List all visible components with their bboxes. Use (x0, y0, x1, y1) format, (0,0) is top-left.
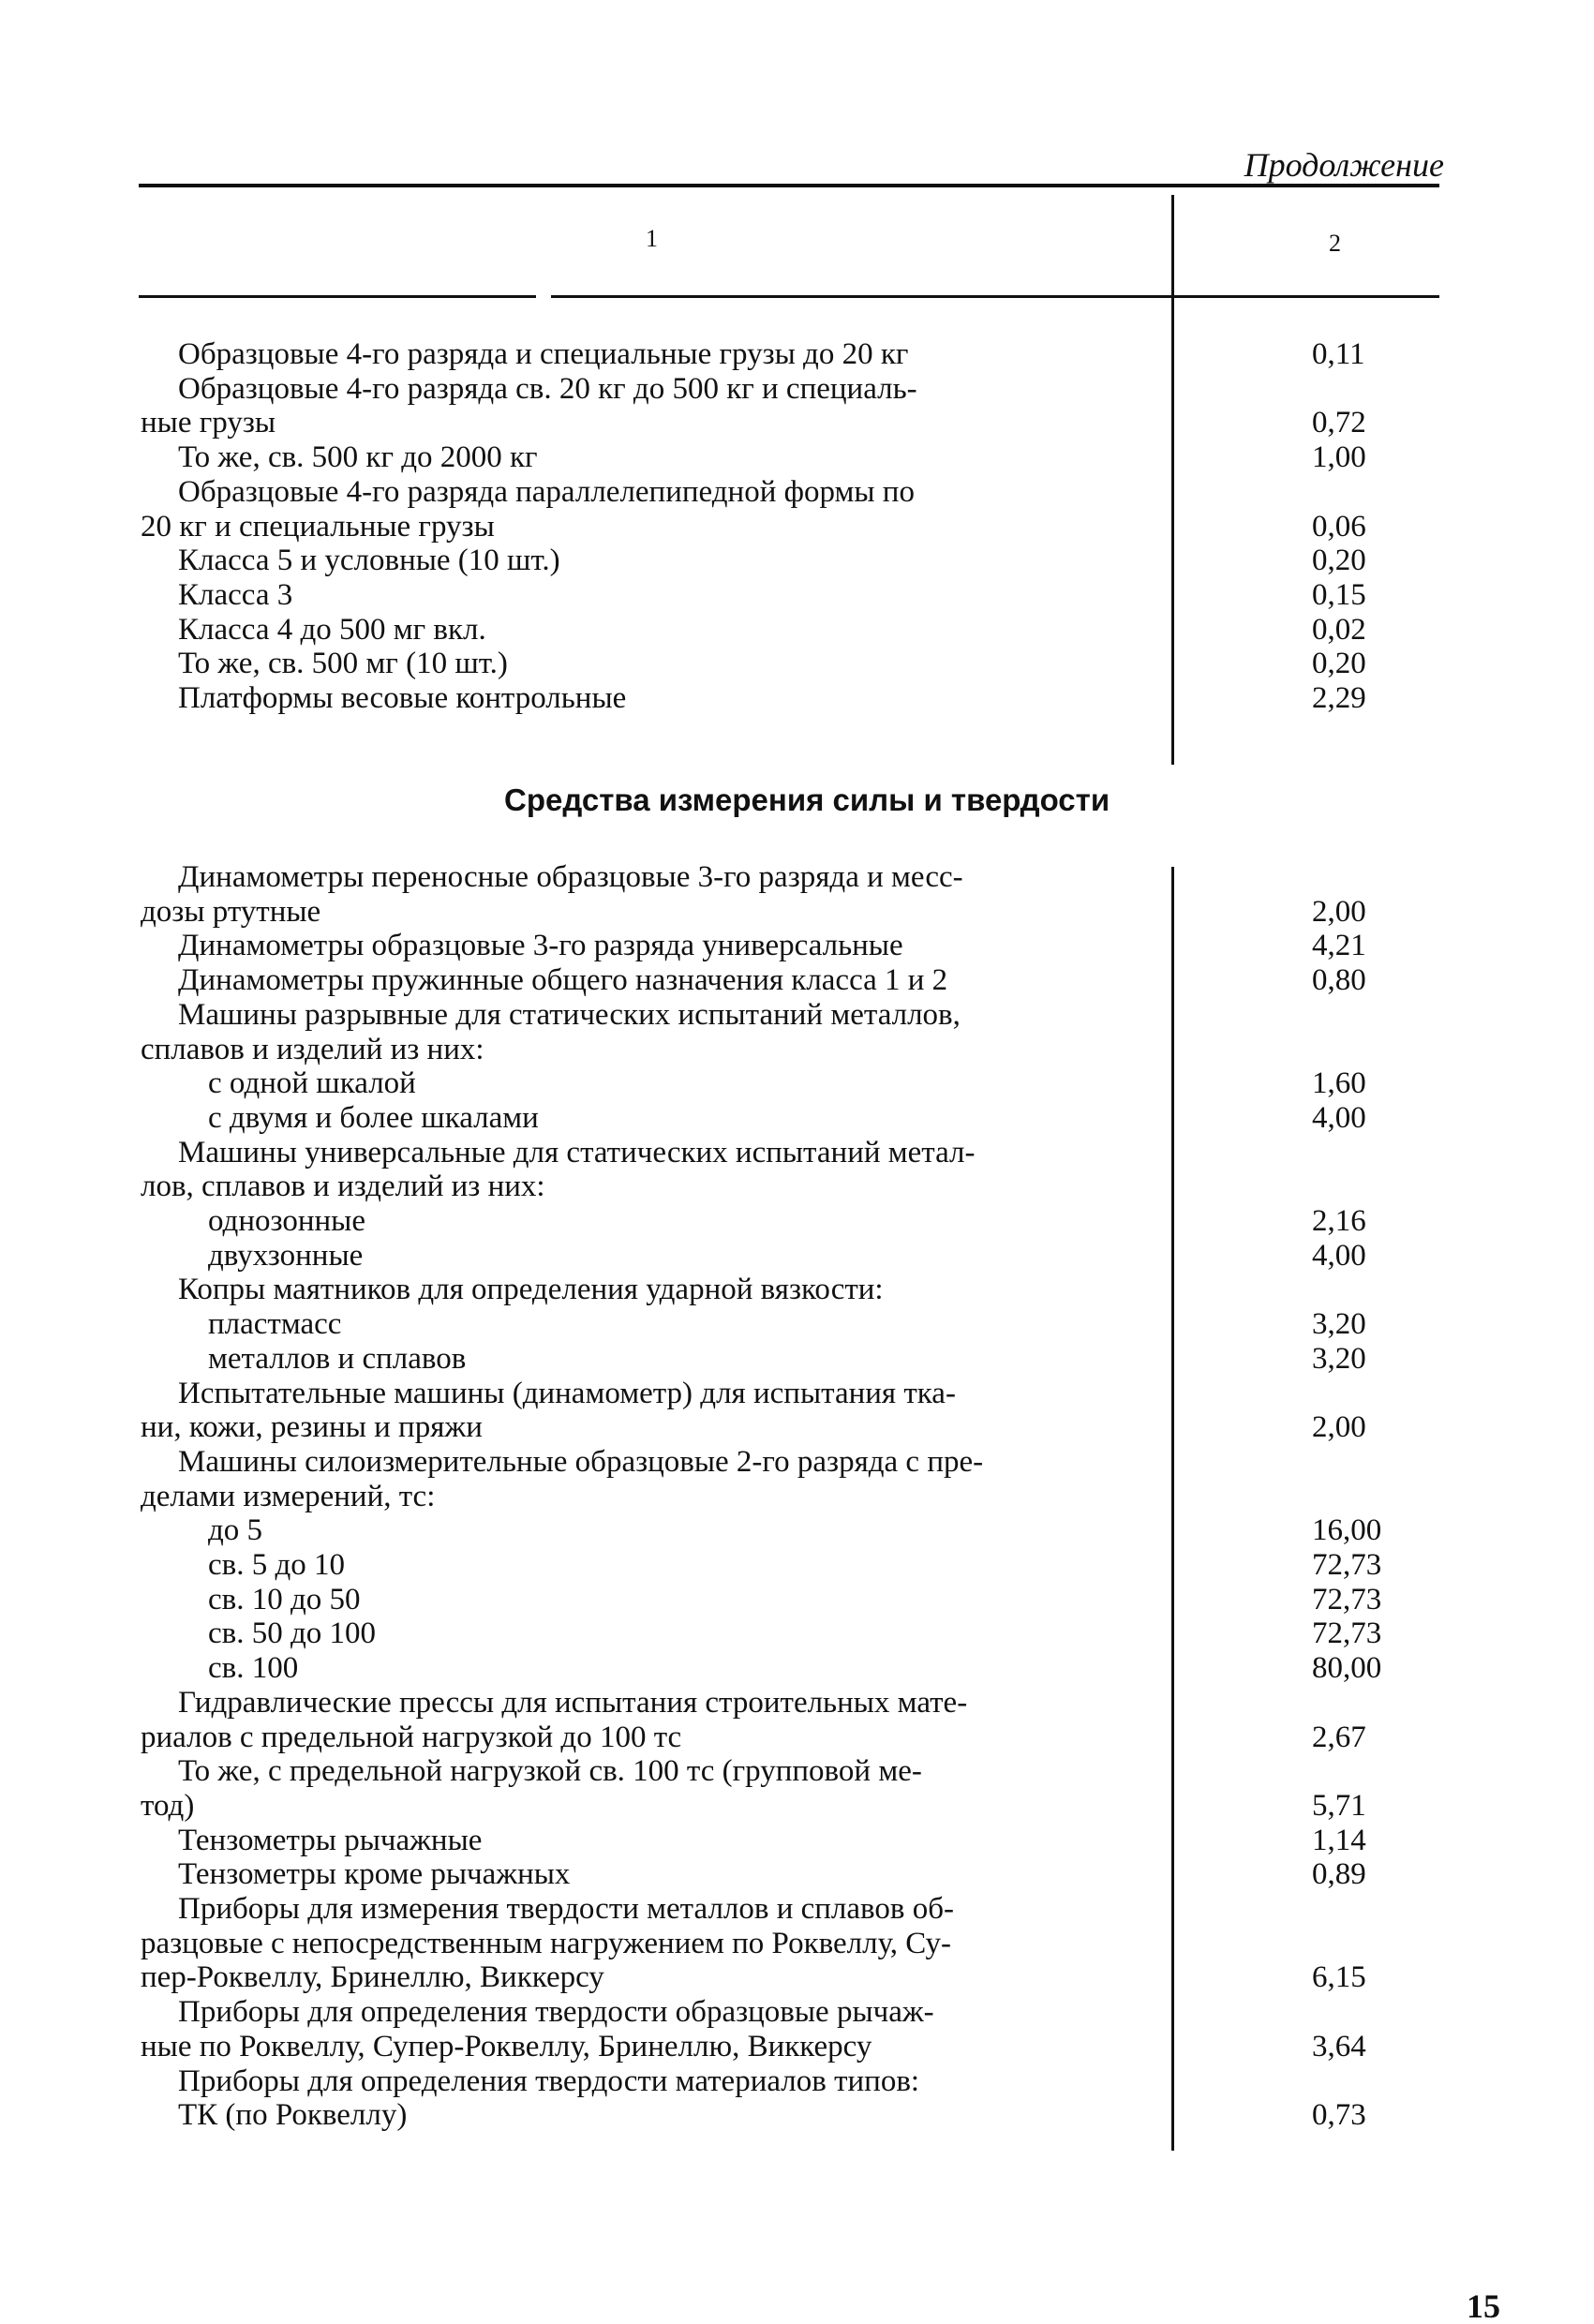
table-row (0, 998, 1594, 1032)
row-description: Динамометры пружинные общего назначения класса 1 и 2 (178, 963, 948, 997)
row-description: дозы ртутные (141, 895, 321, 929)
header-rule-left (139, 295, 536, 298)
row-value: 3,64 (1312, 2030, 1366, 2063)
row-description: делами измерений, тс: (141, 1480, 436, 1513)
table-row (0, 578, 1594, 612)
row-description: Приборы для измерения твердости металлов и сплавов об- (178, 1892, 955, 1926)
table-row (0, 647, 1594, 680)
table-row (0, 1513, 1594, 1547)
row-description: ТК (по Роквеллу) (178, 2098, 408, 2132)
row-value: 0,02 (1312, 613, 1366, 647)
row-description: металлов и сплавов (208, 1342, 467, 1376)
row-value: 0,11 (1312, 337, 1365, 371)
table-row (0, 1480, 1594, 1513)
table-row (0, 1927, 1594, 1960)
row-description: с одной шкалой (208, 1066, 416, 1100)
table-row (0, 1033, 1594, 1066)
row-description: Класса 5 и условные (10 шт.) (178, 544, 560, 577)
row-value: 2,29 (1312, 681, 1366, 715)
table-row (0, 1445, 1594, 1479)
row-description: 20 кг и специальные грузы (141, 510, 495, 544)
row-description: Динамометры образцовые 3-го разряда универсальные (178, 929, 903, 962)
row-description: двухзонные (208, 1239, 364, 1273)
row-description: Гидравлические прессы для испытания строительных мате- (178, 1686, 968, 1720)
table-row (0, 1239, 1594, 1273)
row-value: 16,00 (1312, 1513, 1382, 1547)
row-value: 0,72 (1312, 406, 1366, 439)
table-row (0, 1721, 1594, 1754)
row-value: 80,00 (1312, 1651, 1382, 1685)
row-description: разцовые с непосредственным нагружением по Роквеллу, Су- (141, 1927, 951, 1960)
table-row (0, 929, 1594, 962)
row-value: 4,21 (1312, 929, 1366, 962)
row-description: ни, кожи, резины и пряжи (141, 1410, 483, 1444)
table-row (0, 1995, 1594, 2029)
row-description: Платформы весовые контрольные (178, 681, 627, 715)
row-value: 3,20 (1312, 1342, 1366, 1376)
table-row (0, 1789, 1594, 1823)
table-row (0, 2030, 1594, 2063)
row-value: 2,00 (1312, 1410, 1366, 1444)
table-row (0, 510, 1594, 544)
table-row (0, 1342, 1594, 1376)
table-row (0, 1204, 1594, 1238)
row-value: 1,00 (1312, 440, 1366, 474)
table-row (0, 963, 1594, 997)
row-description: Класса 3 (178, 578, 293, 612)
row-description: с двумя и более шкалами (208, 1101, 539, 1135)
row-value: 0,80 (1312, 963, 1366, 997)
row-description: св. 10 до 50 (208, 1583, 361, 1616)
row-description: Образцовые 4-го разряда св. 20 кг до 500 кг и специаль- (178, 372, 917, 406)
page-number: 15 (1467, 2287, 1500, 2324)
table-row (0, 544, 1594, 577)
table-row (0, 372, 1594, 406)
row-description: Динамометры переносные образцовые 3-го разряда и месс- (178, 860, 963, 894)
row-value: 1,14 (1312, 1824, 1366, 1857)
table-row (0, 1169, 1594, 1203)
row-description: лов, сплавов и изделий из них: (141, 1169, 545, 1203)
table-row (0, 681, 1594, 715)
row-description: до 5 (208, 1513, 263, 1547)
table-row (0, 2064, 1594, 2098)
row-description: сплавов и изделий из них: (141, 1033, 484, 1066)
table-row (0, 1136, 1594, 1169)
continued-label: Продолжение (1244, 146, 1444, 184)
header-rule-right (551, 295, 1439, 298)
table-row (0, 1651, 1594, 1685)
row-description: пластмасс (208, 1307, 342, 1341)
table-row (0, 475, 1594, 509)
table-row (0, 613, 1594, 647)
row-description: Приборы для определения твердости образцовые рычаж- (178, 1995, 934, 2029)
row-description: риалов с предельной нагрузкой до 100 тс (141, 1721, 682, 1754)
row-description: ные по Роквеллу, Супер-Роквеллу, Бринеллю, Виккерсу (141, 2030, 872, 2063)
row-value: 0,73 (1312, 2098, 1366, 2132)
table-row (0, 1066, 1594, 1100)
table-row (0, 1892, 1594, 1926)
table-row (0, 1824, 1594, 1857)
table-row (0, 860, 1594, 894)
table-row (0, 1616, 1594, 1650)
row-description: Копры маятников для определения ударной вязкости: (178, 1273, 884, 1306)
row-description: Машины универсальные для статических испытаний метал- (178, 1136, 976, 1169)
top-rule (139, 184, 1439, 187)
row-description: То же, св. 500 мг (10 шт.) (178, 647, 508, 680)
table-row (0, 440, 1594, 474)
row-value: 72,73 (1312, 1548, 1382, 1582)
row-description: Приборы для определения твердости материалов типов: (178, 2064, 920, 2098)
row-value: 5,71 (1312, 1789, 1366, 1823)
row-description: тод) (141, 1789, 195, 1823)
row-description: св. 5 до 10 (208, 1548, 346, 1582)
row-description: св. 50 до 100 (208, 1616, 377, 1650)
row-description: Тензометры рычажные (178, 1824, 483, 1857)
table-row (0, 1101, 1594, 1135)
row-value: 0,89 (1312, 1857, 1366, 1891)
row-value: 1,60 (1312, 1066, 1366, 1100)
row-description: То же, с предельной нагрузкой св. 100 тс (групповой ме- (178, 1754, 922, 1788)
table-row (0, 1583, 1594, 1616)
table-row (0, 1686, 1594, 1720)
column-2-number: 2 (1329, 230, 1341, 257)
table-row (0, 1307, 1594, 1341)
table-row (0, 1548, 1594, 1582)
table-row (0, 1377, 1594, 1410)
row-description: Испытательные машины (динамометр) для испытания тка- (178, 1377, 956, 1410)
row-description: ные грузы (141, 406, 276, 439)
row-description: Машины силоизмерительные образцовые 2-го разряда с пре- (178, 1445, 984, 1479)
row-value: 2,16 (1312, 1204, 1366, 1238)
section-title: Средства измерения силы и твердости (504, 782, 1110, 817)
row-description: Класса 4 до 500 мг вкл. (178, 613, 486, 647)
row-value: 72,73 (1312, 1616, 1382, 1650)
row-description: св. 100 (208, 1651, 299, 1685)
table-row (0, 1857, 1594, 1891)
row-value: 0,20 (1312, 544, 1366, 577)
table-row (0, 337, 1594, 371)
row-description: То же, св. 500 кг до 2000 кг (178, 440, 538, 474)
row-description: однозонные (208, 1204, 365, 1238)
row-value: 2,00 (1312, 895, 1366, 929)
table-row (0, 1273, 1594, 1306)
column-1-number: 1 (646, 225, 658, 252)
row-description: Машины разрывные для статических испытаний металлов, (178, 998, 961, 1032)
row-value: 0,15 (1312, 578, 1366, 612)
row-description: Образцовые 4-го разряда параллелепипедной формы по (178, 475, 915, 509)
row-value: 72,73 (1312, 1583, 1382, 1616)
row-description: пер-Роквеллу, Бринеллю, Виккерсу (141, 1960, 604, 1994)
row-value: 0,20 (1312, 647, 1366, 680)
row-description: Тензометры кроме рычажных (178, 1857, 571, 1891)
table-row (0, 1410, 1594, 1444)
table-row (0, 1960, 1594, 1994)
table-row (0, 1754, 1594, 1788)
row-value: 3,20 (1312, 1307, 1366, 1341)
row-description: Образцовые 4-го разряда и специальные грузы до 20 кг (178, 337, 909, 371)
row-value: 6,15 (1312, 1960, 1366, 1994)
table-row (0, 406, 1594, 439)
table-row (0, 895, 1594, 929)
row-value: 2,67 (1312, 1721, 1366, 1754)
row-value: 0,06 (1312, 510, 1366, 544)
table-row (0, 2098, 1594, 2132)
row-value: 4,00 (1312, 1101, 1366, 1135)
row-value: 4,00 (1312, 1239, 1366, 1273)
